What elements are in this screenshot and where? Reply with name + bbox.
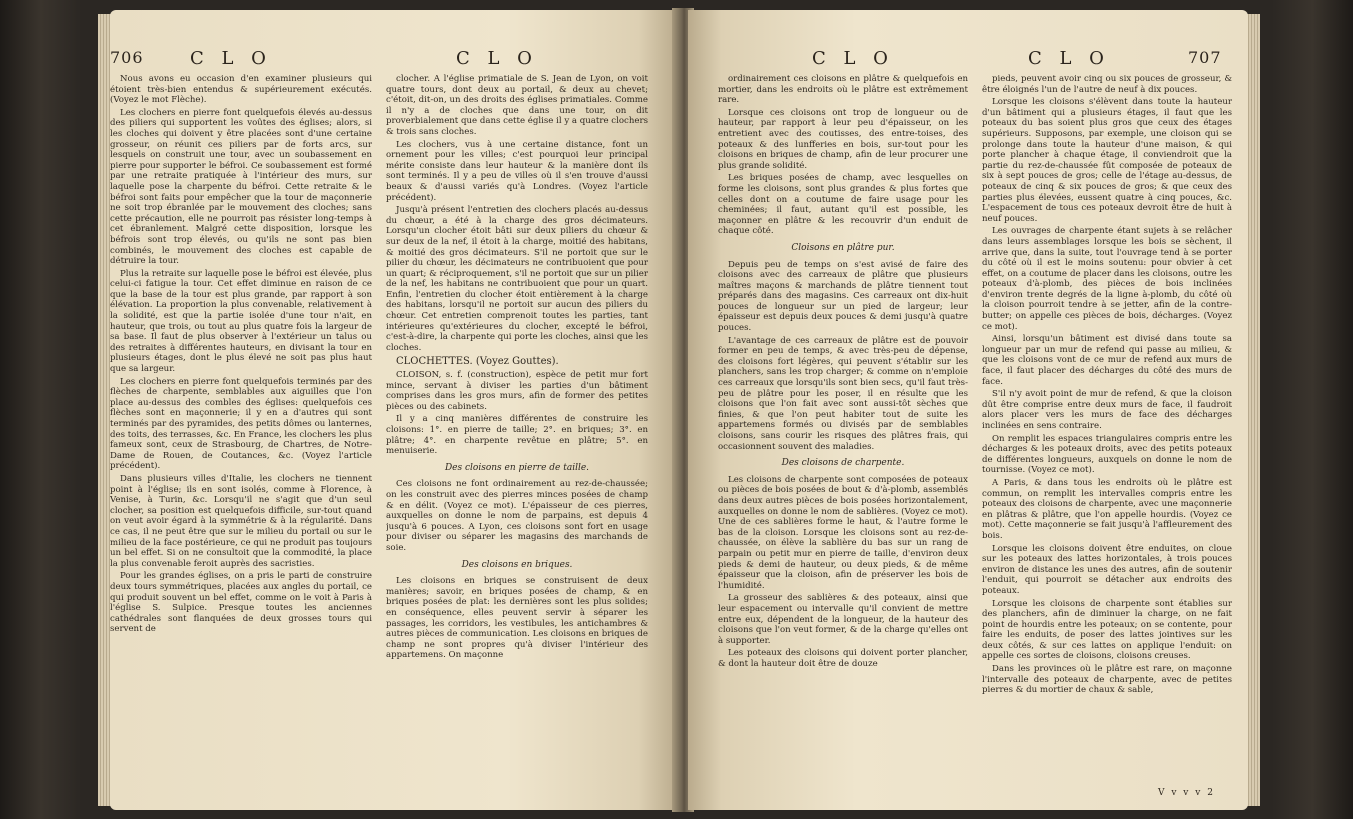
paragraph: Les briques posées de champ, avec lesquelles on forme les cloisons, sont plus grandes & plus fortes que celles dont on a coutume de faire usage pour les cheminées; il faut, autant qu'il est possible, les maçonner en plâtre & les recouvrir d'un enduit de chaque côté. <box>718 173 968 237</box>
paragraph: ordinairement ces cloisons en plâtre & quelquefois en mortier, dans les endroits où le plâtre est extrêmement rare. <box>718 74 968 106</box>
right-column-1 <box>718 74 968 800</box>
paragraph: Il y a cinq manières différentes de construire les cloisons: 1°. en pierre de taille; 2°. en briques; 3°. en plâtre; 4°. en charpente revêtue en plâtre; 5°. en menuiserie. <box>386 414 648 457</box>
left-head-word-1: C L O <box>190 48 272 69</box>
paragraph: clocher. A l'église primatiale de S. Jean de Lyon, on voit quatre tours, dont deux au portail, & deux au chevet; c'étoit, dit-on, un des droits des églises primatiales. Comme il n'y a de cloches que dans une tour, on dit proverbialement que dans cette église il y a quatre clochers & trois sans cloches. <box>386 74 648 137</box>
paragraph: Jusqu'à présent l'entretien des clochers placés au-dessus du chœur, a été à la charge des gros décimateurs. Lorsqu'un clocher étoit bâti sur deux piliers du chœur & sur deux de la nef, il étoit à la charge, moitié des habitans, & moitié des gros décimateurs. S'il ne portoit que sur le pilier du chœur, les décimateurs ne contribuoient que pour un quart; & réciproquement, s'il ne portoit que sur un pilier de la nef, les habitans ne contribuoient que pour un quart. Enfin, l'entretien du clocher étoit entièrement à la charge des habitans, lorsqu'il ne portoit sur aucun des piliers du chœur. Cet entretien comprenoit toutes les parties, tant intérieures qu'extérieures du clocher, excepté le béfroi, c'est-à-dire, la charpente qui porte les cloches, ainsi que les cloches. <box>386 205 648 353</box>
paragraph: Ainsi, lorsqu'un bâtiment est divisé dans toute sa longueur par un mur de refend qui passe au milieu, & que les cloisons vont de ce mur de refend aux murs de face, il faut placer des décharges du côté des murs de face. <box>982 334 1232 387</box>
paragraph: pieds, peuvent avoir cinq ou six pouces de grosseur, & être éloignés l'un de l'autre de neuf à dix pouces. <box>982 74 1232 95</box>
section-heading: Cloisons en plâtre pur. <box>791 242 895 253</box>
paragraph: S'il n'y avoit point de mur de refend, & que la cloison dût être comprise entre deux murs de face, il faudroit alors placer vers les murs de face des décharges inclinées en sens contraire. <box>982 389 1232 431</box>
paragraph: Nous avons eu occasion d'en examiner plusieurs qui étoient très-bien entendus & supérieurement exécutés. (Voyez le mot Flèche). <box>110 74 372 106</box>
paragraph: CLOISON, s. f. (construction), espèce de petit mur fort mince, servant à diviser les parties d'un bâtiment comprises dans les gros murs, afin de former des petites pièces ou des cabinets. <box>386 370 648 412</box>
paragraph: Les clochers en pierre font quelquefois élevés au-dessus des piliers qui supportent les voûtes des églises; alors, si les cloches qui doivent y être placées sont d'une certaine grosseur, on réunit ces piliers par de forts arcs, sur lesquels on construit une tour, avec un soubassement en pierre pour supporter le béfroi. Ce soubassement est formé par une retraite pratiquée à l'intérieur des murs, sur laquelle pose la charpente du béfroi. Cette retraite & le béfroi sont faits pour empêcher que la tour de maçonnerie ne soit trop ébranlée par le mouvement des cloches; sans cette précaution, elle ne pourroit pas résister long-temps à cet ébranlement. Malgré cette disposition, lorsque les béfrois sont trop élevés, ou qu'ils ne sont pas bien combinés, le mouvement des cloches est capable de détruire la tour. <box>110 107 372 267</box>
signature-mark: V v v v 2 <box>1158 788 1215 798</box>
paragraph: Les poteaux des cloisons qui doivent porter plancher, & dont la hauteur doit être de douze <box>718 648 968 669</box>
paragraph: Les cloisons en briques se construisent de deux manières; savoir, en briques posées de champ, & en briques posées de plat: les dernières sont les plus solides; en conséquence, elles peuvent servir à séparer les passages, les corridors, les vestibules, les antichambres & autres pièces de communication. Les cloisons en briques de champ ne sont propres qu'à diviser l'intérieur des appartemens. On maçonne <box>386 576 648 661</box>
right-head-word-1: C L O <box>812 48 894 69</box>
right-column-2 <box>982 74 1232 786</box>
paragraph: Les ouvrages de charpente étant sujets à se relâcher dans leurs assemblages lorsque les bois se sèchent, il arrive que, dans la suite, tout l'ouvrage tend à se porter du côté où il est le moins soutenu: pour obvier à cet effet, on a coutume de placer dans les cloisons, outre les poteaux d'à-plomb, des pièces de bois inclinées d'environ trente degrés de la ligne à-plomb, du côté où la cloison pourroit tendre à se jetter, afin de la contre-butter; on appelle ces pièces de bois, décharges. (Voyez ce mot). <box>982 226 1232 332</box>
right-page <box>688 10 1248 810</box>
paragraph: Les clochers en pierre font quelquefois terminés par des flèches de charpente, semblables aux aiguilles que l'on place au-dessus des combles des églises: quelquefois ces flèches sont en maçonnerie; il y en a d'autres qui sont terminés par des pyramides, des petits dômes ou lanternes, des toits, des terrasses, &c. En France, les clochers les plus fameux sont, ceux de Strasbourg, de Chartres, de Notre-Dame de Rouen, de Coutances, &c. (Voyez l'article précédent). <box>110 376 372 472</box>
left-page <box>110 10 678 810</box>
section-heading: Des cloisons en briques. <box>461 559 573 570</box>
paragraph: Lorsque les cloisons doivent être enduites, on cloue sur les poteaux des lattes horizontales, à trois pouces environ de distance les unes des autres, afin de soutenir l'enduit, qui pourroit se détacher aux endroits des poteaux. <box>982 543 1232 596</box>
paragraph: Lorsque les cloisons de charpente sont établies sur des planchers, afin de diminuer la charge, on ne fait point de hourdis entre les poteaux; on se contente, pour faire les enduits, de poser des lattes jointives sur les deux côtés, & sur ces lattes on applique l'enduit: on appelle ces sortes de cloisons, cloisons creuses. <box>982 598 1232 662</box>
paragraph: Les clochers, vus à une certaine distance, font un ornement pour les villes; c'est pourquoi leur principal mérite consiste dans leur hauteur & la manière dont ils sont terminés. Il y a peu de villes où il s'en trouve d'aussi beaux & d'aussi variés qu'à Londres. (Voyez l'article précédent). <box>386 139 648 203</box>
paragraph: La grosseur des sablières & des poteaux, ainsi que leur espacement ou intervalle qu'il convient de mettre entre eux, dépendent de la longueur, de la hauteur des cloisons que l'on veut former, & de la charge qu'elles ont à supporter. <box>718 593 968 646</box>
section-heading: Des cloisons en pierre de taille. <box>444 462 590 473</box>
paragraph: Ces cloisons ne font ordinairement au rez-de-chaussée; on les construit avec des pierres minces posées de champ & en délit. (Voyez ce mot). L'épaisseur de ces pierres, auxquelles on donne le nom de parpains, est depuis 4 jusqu'à 6 pouces. A Lyon, ces cloisons sont fort en usage pour diviser ou séparer les magasins des marchands de soie. <box>386 479 648 553</box>
entry-title-clochettes: CLOCHETTES. (Voyez Gouttes). <box>396 356 559 368</box>
paragraph: Depuis peu de temps on s'est avisé de faire des cloisons avec des carreaux de plâtre que plusieurs maîtres maçons & marchands de plâtre tiennent tout préparés dans des magasins. Ces carreaux ont dix-huit pouces de longueur sur un pied de largeur; leur épaisseur est depuis deux pouces & demi jusqu'à quatre pouces. <box>718 259 968 334</box>
paragraph: Lorsque les cloisons s'élèvent dans toute la hauteur d'un bâtiment qui a plusieurs étages, il faut que les poteaux du bas soient plus gros que ceux des étages supérieurs. Supposons, par exemple, une cloison qui se prolonge dans toute la hauteur d'une maison, & qui porte plancher à chaque étage, il conviendroit que la partie du rez-de-chaussée fût composée de poteaux de six à sept pouces de gros; celle de l'étage au-dessus, de poteaux de cinq & six pouces de gros; & que ceux des parties plus élevées, eussent quatre à cinq pouces, &c. L'espacement de tous ces poteaux devroit être de huit à neuf pouces. <box>982 97 1232 224</box>
paragraph: Les cloisons de charpente sont composées de poteaux ou pièces de bois posées de bout & d'à-plomb, assemblés dans deux autres pièces de bois posées horizontalement, auxquelles on donne le nom de sablières. (Voyez ce mot). Une de ces sablières forme le haut, & l'autre forme le bas de la cloison. Lorsque les cloisons sont au rez-de-chaussée, on élève la sablière du bas sur un rang de parpain ou petit mur en pierre de taille, d'environ deux pieds & demi de hauteur, ou deux pieds, & de même épaisseur que la cloison, afin de préserver les bois de l'humidité. <box>718 474 968 591</box>
right-page-number: 707 <box>1188 48 1222 67</box>
left-page-header <box>110 48 678 70</box>
paragraph: Plus la retraite sur laquelle pose le béfroi est élevée, plus celui-ci fatigue la tour. Cet effet diminue en raison de ce que la base de la tour est plus grande, par rapport à son élévation. La proportion la plus convenable, relativement à la solidité, est que la partie isolée d'une tour n'ait, en hauteur, que trois, ou tout au plus quatre fois la largeur de sa base. Il faut de plus observer à l'extérieur un talus ou des retraites à différentes hauteurs, en divisant la tour en plusieurs étages, dont le plus élevé ne soit pas plus haut que sa largeur. <box>110 268 372 375</box>
paragraph: On remplit les espaces triangulaires compris entre les décharges & les poteaux droits, avec des petits poteaux de différentes longueurs, auxquels on donne le nom de tournisse. (Voyez ce mot). <box>982 433 1232 476</box>
right-page-edges <box>1246 14 1260 806</box>
right-head-word-2: C L O <box>1028 48 1110 69</box>
left-head-word-2: C L O <box>456 48 538 69</box>
paragraph: A Paris, & dans tous les endroits où le plâtre est commun, on remplit les intervalles compris entre les poteaux des cloisons de charpente, avec une maçonnerie en plâtras & plâtre, que l'on appelle hourdis. (Voyez ce mot). Cette maçonnerie se fait jusqu'à l'affleurement des bois. <box>982 477 1232 541</box>
left-page-number: 706 <box>110 48 144 67</box>
paragraph: Lorsque ces cloisons ont trop de longueur ou de hauteur, par rapport à leur peu d'épaisseur, on les entretient avec des coutisses, des entre-toises, des poteaux & des lunfferies en bois, sur-tout pour les cloisons en briques de champ, afin de leur procurer une plus grande solidité. <box>718 107 968 171</box>
section-heading: Des cloisons de charpente. <box>781 458 905 469</box>
paragraph: Dans les provinces où le plâtre est rare, on maçonne l'intervalle des poteaux de charpente, avec de petites pierres & du mortier de chaux & sable, <box>982 664 1232 696</box>
right-page-header <box>688 48 1248 70</box>
left-column-2 <box>386 74 648 800</box>
paragraph: Dans plusieurs villes d'Italie, les clochers ne tiennent point à l'église; ils en sont isolés, comme à Florence, à Venise, à Turin, &c. Lorsqu'il ne s'agit que d'un seul clocher, sa position est quelquefois difficile, sur-tout quand on veut avoir égard à la symmétrie & à la régularité. Dans ce cas, il ne peut être que sur le milieu du portail ou sur le milieu de la face postérieure, ce qui ne produit pas toujours un bel effet. Si on ne consultoit que la commodité, la place la plus convenable feroit auprès des sacristies. <box>110 473 372 569</box>
paragraph: Pour les grandes églises, on a pris le parti de construire deux tours symmétriques, placées aux angles du portail, ce qui produit souvent un bel effet, comme on le voit à Paris à l'église S. Sulpice. Presque toutes les anciennes cathédrales sont flanquées de deux grosses tours qui servent de <box>110 571 372 635</box>
paragraph: L'avantage de ces carreaux de plâtre est de pouvoir former en peu de temps, & avec très-peu de dépense, des cloisons fort légères, qui peuvent s'établir sur les planchers, sans les trop charger; & comme on n'emploie ces carreaux que lorsqu'ils sont bien secs, qu'il faut très-peu de plâtre pour les poser, il en résulte que les cloisons que l'on fait avec sont aussi-tôt sèches que finies, & que l'on peut habiter tout de suite les appartemens formés ou divisés par de semblables cloisons, sans courir les risques des plâtres frais, qui occasionnent souvent des maladies. <box>718 335 968 452</box>
left-column-1 <box>110 74 372 800</box>
